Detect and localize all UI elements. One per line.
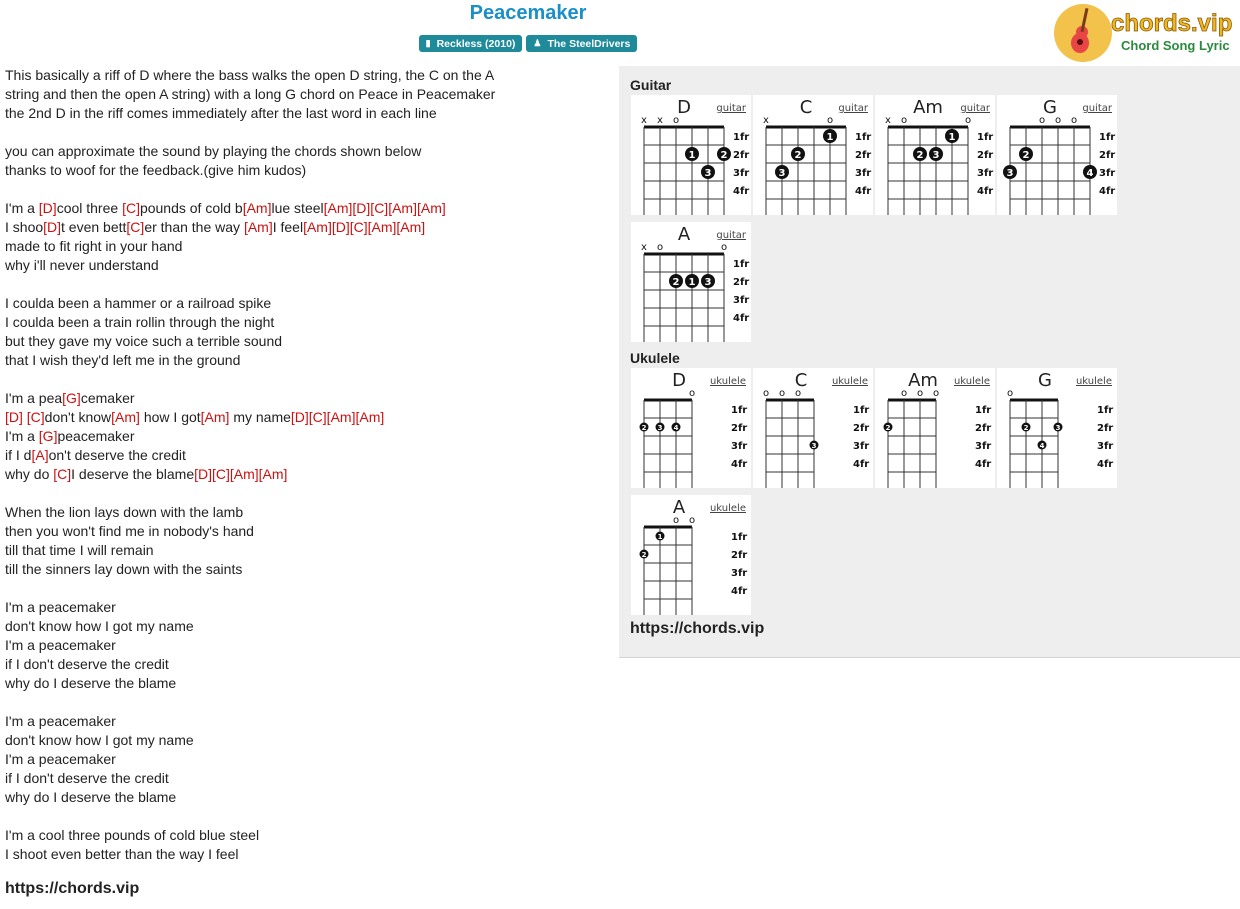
finger-number: 3 bbox=[811, 442, 817, 450]
fret-label: 2fr bbox=[1097, 423, 1114, 434]
lyric-text: This basically a riff of D where the bass walks the open D string, the C on the A bbox=[5, 67, 495, 83]
finger-number: 2 bbox=[1022, 150, 1030, 161]
lyric-text: thanks to woof for the feedback.(give him kudos) bbox=[5, 162, 307, 178]
chord-marker[interactable]: [D] bbox=[5, 409, 23, 425]
string-marker: o bbox=[688, 515, 696, 526]
chord-marker[interactable]: [C] bbox=[122, 200, 140, 216]
fret-label: 4fr bbox=[975, 459, 992, 470]
lyric-line bbox=[5, 655, 615, 674]
finger-number: 3 bbox=[1055, 424, 1061, 432]
lyric-line bbox=[5, 218, 615, 237]
lyric-line bbox=[5, 427, 615, 446]
album-label: Reckless (2010) bbox=[436, 37, 516, 50]
chord-panel bbox=[619, 66, 1240, 658]
lyric-text: I'm a peacemaker bbox=[5, 713, 116, 729]
finger-number: 2 bbox=[916, 150, 924, 161]
guitar-section-title: Guitar bbox=[630, 77, 672, 93]
fret-label: 1fr bbox=[1097, 405, 1114, 416]
lyric-text: I coulda been a hammer or a railroad spike bbox=[5, 295, 272, 311]
ukulele-chord-diagram-am[interactable] bbox=[875, 368, 995, 488]
finger-number: 1 bbox=[948, 132, 956, 143]
finger-number: 1 bbox=[826, 132, 834, 143]
lyric-text: why do bbox=[5, 466, 54, 482]
fret-label: 3fr bbox=[1099, 168, 1116, 179]
lyric-line bbox=[5, 161, 615, 180]
finger-number: 2 bbox=[794, 150, 802, 161]
lyric-text: don't know bbox=[44, 409, 112, 425]
lyric-text: that I wish they'd left me in the ground bbox=[5, 352, 241, 368]
lyric-text: I coulda been a train rollin through the night bbox=[5, 314, 275, 330]
guitar-link[interactable]: guitar bbox=[1082, 103, 1112, 114]
lyric-line bbox=[5, 788, 615, 807]
lyrics-footer-url[interactable]: https://chords.vip bbox=[5, 880, 140, 897]
lyric-line bbox=[5, 712, 615, 731]
lyric-line bbox=[5, 237, 615, 256]
chord-name: D bbox=[677, 97, 691, 118]
fret-label: 3fr bbox=[855, 168, 872, 179]
lyric-text: I deserve the blame bbox=[71, 466, 195, 482]
fret-label: 3fr bbox=[977, 168, 994, 179]
lyric-text: I'm a bbox=[5, 428, 39, 444]
finger-number: 2 bbox=[641, 424, 647, 432]
lyric-line bbox=[5, 370, 615, 389]
string-marker: o bbox=[1070, 115, 1078, 126]
ukulele-link[interactable]: ukulele bbox=[831, 376, 868, 387]
lyric-line bbox=[5, 123, 615, 142]
lyric-line bbox=[5, 636, 615, 655]
chord-marker[interactable]: [Am] bbox=[111, 409, 140, 425]
lyric-text: don't know how I got my name bbox=[5, 732, 194, 748]
lyric-text: string and then the open A string) with a long G chord on Peace in Peacemaker bbox=[5, 86, 496, 102]
string-marker: o bbox=[720, 242, 728, 253]
lyric-line bbox=[5, 408, 615, 427]
lyric-text: till that time I will remain bbox=[5, 542, 154, 558]
guitar-link[interactable]: guitar bbox=[716, 103, 746, 114]
chord-name: C bbox=[799, 97, 813, 118]
string-marker: o bbox=[1054, 115, 1062, 126]
string-marker: o bbox=[900, 388, 908, 399]
chord-marker[interactable]: [D] bbox=[43, 219, 62, 235]
album-badge[interactable] bbox=[419, 35, 523, 52]
chord-marker[interactable]: [Am] bbox=[243, 219, 273, 235]
chord-name: A bbox=[677, 224, 691, 245]
chord-marker[interactable]: [Am][D][C][Am][Am] bbox=[303, 219, 426, 235]
chord-name: Am bbox=[913, 97, 943, 118]
lyric-line bbox=[5, 465, 615, 484]
finger-number: 2 bbox=[885, 424, 891, 432]
fret-label: 1fr bbox=[855, 132, 872, 143]
lyric-line bbox=[5, 560, 615, 579]
chord-marker[interactable]: [C] bbox=[126, 219, 145, 235]
lyric-text: t even bett bbox=[61, 219, 127, 235]
chord-marker[interactable]: [Am] bbox=[200, 409, 230, 425]
lyric-line bbox=[5, 313, 615, 332]
fret-label: 4fr bbox=[731, 586, 748, 597]
lyric-line bbox=[5, 446, 615, 465]
lyric-text: pounds of cold b bbox=[139, 200, 243, 216]
finger-number: 2 bbox=[672, 277, 680, 288]
fret-label: 3fr bbox=[853, 441, 870, 452]
lyric-line bbox=[5, 617, 615, 636]
lyric-text: I'm a peacemaker bbox=[5, 751, 116, 767]
chord-marker[interactable]: [D] bbox=[38, 200, 57, 216]
lyric-text: I'm a bbox=[5, 200, 39, 216]
guitar-chord-diagram-g[interactable] bbox=[997, 95, 1117, 215]
finger-number: 2 bbox=[641, 551, 647, 559]
chord-marker[interactable]: [D][C][Am][Am] bbox=[194, 466, 288, 482]
lyric-line bbox=[5, 142, 615, 161]
lyric-text: I'm a pea bbox=[5, 390, 63, 406]
finger-number: 3 bbox=[778, 168, 786, 179]
lyric-text: I feel bbox=[272, 219, 304, 235]
chord-marker[interactable]: [C] bbox=[26, 409, 45, 425]
fret-label: 2fr bbox=[731, 550, 748, 561]
finger-number: 3 bbox=[1006, 168, 1014, 179]
site-logo[interactable] bbox=[1053, 3, 1238, 63]
lyric-text: why i'll never understand bbox=[5, 257, 159, 273]
ukulele-chord-diagram-g[interactable] bbox=[997, 368, 1117, 488]
lyric-line bbox=[5, 503, 615, 522]
guitar-link[interactable]: guitar bbox=[838, 103, 868, 114]
finger-number: 4 bbox=[673, 424, 679, 432]
lyric-text: my name bbox=[229, 409, 291, 425]
lyric-text: the 2nd D in the riff comes immediately after the last word in each line bbox=[5, 105, 437, 121]
lyric-line bbox=[5, 769, 615, 788]
string-marker: o bbox=[964, 115, 972, 126]
fret-label: 4fr bbox=[1097, 459, 1114, 470]
lyric-line bbox=[5, 484, 615, 503]
fret-label: 2fr bbox=[977, 150, 994, 161]
lyric-text: if I d bbox=[5, 447, 32, 463]
lyric-text: er than the way bbox=[144, 219, 244, 235]
string-marker: o bbox=[688, 388, 696, 399]
lyric-text: on't deserve the credit bbox=[48, 447, 186, 463]
fret-label: 3fr bbox=[731, 441, 748, 452]
chord-marker[interactable]: [Am] bbox=[242, 200, 272, 216]
lyric-text: don't know how I got my name bbox=[5, 618, 194, 634]
fret-label: 2fr bbox=[975, 423, 992, 434]
chord-marker[interactable]: [D][C][Am][Am] bbox=[290, 409, 385, 425]
fret-label: 2fr bbox=[1099, 150, 1116, 161]
string-marker: o bbox=[826, 115, 834, 126]
lyric-line bbox=[5, 522, 615, 541]
chord-name: D bbox=[672, 370, 686, 391]
ukulele-chord-diagram-d[interactable] bbox=[631, 368, 751, 488]
chord-marker[interactable]: [G] bbox=[62, 390, 81, 406]
finger-number: 1 bbox=[688, 150, 696, 161]
fret-label: 3fr bbox=[733, 168, 750, 179]
lyric-text: cemaker bbox=[80, 390, 135, 406]
lyric-text: I'm a peacemaker bbox=[5, 637, 116, 653]
finger-number: 3 bbox=[704, 168, 712, 179]
guitar-link[interactable]: guitar bbox=[960, 103, 990, 114]
finger-number: 3 bbox=[657, 424, 663, 432]
lyric-text: made to fit right in your hand bbox=[5, 238, 183, 254]
panel-footer-url[interactable]: https://chords.vip bbox=[630, 620, 765, 637]
lyric-text: if I don't deserve the credit bbox=[5, 656, 169, 672]
lyric-line bbox=[5, 332, 615, 351]
person-icon: ♟ bbox=[533, 38, 542, 48]
string-marker: o bbox=[900, 115, 908, 126]
finger-number: 2 bbox=[720, 150, 728, 161]
chord-name: Am bbox=[908, 370, 938, 391]
lyric-text: I'm a peacemaker bbox=[5, 599, 116, 615]
artist-label: The SteelDrivers bbox=[547, 37, 631, 50]
ukulele-link[interactable]: ukulele bbox=[953, 376, 990, 387]
guitar-chord-diagram-a[interactable] bbox=[631, 222, 751, 342]
lyric-line bbox=[5, 104, 615, 123]
finger-number: 1 bbox=[688, 277, 696, 288]
finger-number: 4 bbox=[1039, 442, 1045, 450]
string-marker: x bbox=[641, 242, 647, 253]
fret-label: 1fr bbox=[733, 259, 750, 270]
fret-label: 1fr bbox=[1099, 132, 1116, 143]
lyric-text: I'm a cool three pounds of cold blue steel bbox=[5, 827, 260, 843]
lyric-text: When the lion lays down with the lamb bbox=[5, 504, 244, 520]
fret-label: 1fr bbox=[731, 532, 748, 543]
fret-label: 2fr bbox=[733, 277, 750, 288]
guitar-chord-diagram-d[interactable] bbox=[631, 95, 751, 215]
fret-label: 4fr bbox=[855, 186, 872, 197]
string-marker: o bbox=[916, 388, 924, 399]
finger-number: 3 bbox=[932, 150, 940, 161]
lyric-text: till the sinners lay down with the saints bbox=[5, 561, 243, 577]
lyric-line bbox=[5, 845, 615, 864]
fret-label: 2fr bbox=[855, 150, 872, 161]
lyric-line bbox=[5, 579, 615, 598]
lyric-text: how I got bbox=[139, 409, 201, 425]
string-marker: o bbox=[932, 388, 940, 399]
guitar-chord-diagram-c[interactable] bbox=[753, 95, 873, 215]
lyric-line bbox=[5, 256, 615, 275]
song-badges bbox=[0, 35, 1056, 52]
guitar-link[interactable]: guitar bbox=[716, 230, 746, 241]
lyric-line bbox=[5, 598, 615, 617]
lyric-line bbox=[5, 389, 615, 408]
artist-badge[interactable] bbox=[526, 35, 637, 52]
lyric-line bbox=[5, 294, 615, 313]
fret-label: 1fr bbox=[731, 405, 748, 416]
lyric-line bbox=[5, 674, 615, 693]
chord-marker[interactable]: [A] bbox=[31, 447, 49, 463]
fret-label: 3fr bbox=[975, 441, 992, 452]
fret-label: 4fr bbox=[733, 186, 750, 197]
fret-label: 1fr bbox=[975, 405, 992, 416]
book-icon: ▮ bbox=[425, 38, 431, 48]
string-marker: o bbox=[1006, 388, 1014, 399]
fret-label: 4fr bbox=[733, 313, 750, 324]
fret-label: 4fr bbox=[731, 459, 748, 470]
fret-label: 1fr bbox=[977, 132, 994, 143]
lyric-text: why do I deserve the blame bbox=[5, 789, 177, 805]
string-marker: o bbox=[1038, 115, 1046, 126]
lyric-text: peacemaker bbox=[57, 428, 135, 444]
string-marker: o bbox=[656, 242, 664, 253]
lyric-line bbox=[5, 750, 615, 769]
lyric-line bbox=[5, 541, 615, 560]
chord-name: G bbox=[1043, 97, 1057, 118]
fret-label: 1fr bbox=[733, 132, 750, 143]
lyric-line bbox=[5, 199, 615, 218]
lyrics-body bbox=[5, 66, 615, 864]
string-marker: x bbox=[657, 115, 663, 126]
fret-label: 4fr bbox=[1099, 186, 1116, 197]
finger-number: 1 bbox=[657, 533, 663, 541]
lyric-line bbox=[5, 693, 615, 712]
ukulele-section-title: Ukulele bbox=[630, 350, 680, 366]
lyric-line bbox=[5, 180, 615, 199]
fret-label: 3fr bbox=[731, 568, 748, 579]
fret-label: 4fr bbox=[853, 459, 870, 470]
song-title: Peacemaker bbox=[469, 2, 587, 24]
chord-marker[interactable]: [C] bbox=[53, 466, 72, 482]
chord-name: C bbox=[794, 370, 808, 391]
lyric-text: you can approximate the sound by playing the chords shown below bbox=[5, 143, 422, 159]
string-marker: o bbox=[672, 115, 680, 126]
finger-number: 2 bbox=[1023, 424, 1029, 432]
finger-number: 3 bbox=[704, 277, 712, 288]
lyric-line bbox=[5, 85, 615, 104]
ukulele-link[interactable]: ukulele bbox=[1075, 376, 1112, 387]
lyric-text: if I don't deserve the credit bbox=[5, 770, 169, 786]
string-marker: x bbox=[763, 115, 769, 126]
fret-label: 3fr bbox=[733, 295, 750, 306]
finger-number: 4 bbox=[1086, 168, 1094, 179]
fret-label: 1fr bbox=[853, 405, 870, 416]
ukulele-chord-diagram-c[interactable] bbox=[753, 368, 873, 488]
lyric-text: but they gave my voice such a terrible sound bbox=[5, 333, 283, 349]
lyric-line bbox=[5, 66, 615, 85]
chord-name: A bbox=[672, 497, 686, 518]
chord-name: G bbox=[1038, 370, 1052, 391]
fret-label: 2fr bbox=[853, 423, 870, 434]
fret-label: 2fr bbox=[733, 150, 750, 161]
fret-label: 4fr bbox=[977, 186, 994, 197]
lyric-line bbox=[5, 351, 615, 370]
ukulele-link[interactable]: ukulele bbox=[709, 503, 746, 514]
ukulele-chord-diagram-a[interactable] bbox=[631, 495, 751, 615]
ukulele-link[interactable]: ukulele bbox=[709, 376, 746, 387]
fret-label: 3fr bbox=[1097, 441, 1114, 452]
string-marker: o bbox=[794, 388, 802, 399]
string-marker: x bbox=[641, 115, 647, 126]
logo-name: chords.vip bbox=[1111, 10, 1233, 37]
lyric-text: I shoo bbox=[5, 219, 44, 235]
lyric-line bbox=[5, 731, 615, 750]
lyric-text: why do I deserve the blame bbox=[5, 675, 177, 691]
string-marker: x bbox=[885, 115, 891, 126]
lyric-text: I shoot even better than the way I feel bbox=[5, 846, 239, 862]
lyric-line bbox=[5, 826, 615, 845]
lyric-text: cool three bbox=[56, 200, 123, 216]
guitar-chord-diagram-am[interactable] bbox=[875, 95, 995, 215]
fret-label: 2fr bbox=[731, 423, 748, 434]
string-marker: o bbox=[778, 388, 786, 399]
lyric-line bbox=[5, 807, 615, 826]
lyric-text: lue steel bbox=[271, 200, 324, 216]
string-marker: o bbox=[672, 515, 680, 526]
logo-tagline: Chord Song Lyric bbox=[1121, 38, 1230, 53]
string-marker: o bbox=[762, 388, 770, 399]
lyric-line bbox=[5, 275, 615, 294]
chord-marker[interactable]: [G] bbox=[38, 428, 58, 444]
chord-marker[interactable]: [Am][D][C][Am][Am] bbox=[323, 200, 446, 216]
lyric-text: then you won't find me in nobody's hand bbox=[5, 523, 254, 539]
